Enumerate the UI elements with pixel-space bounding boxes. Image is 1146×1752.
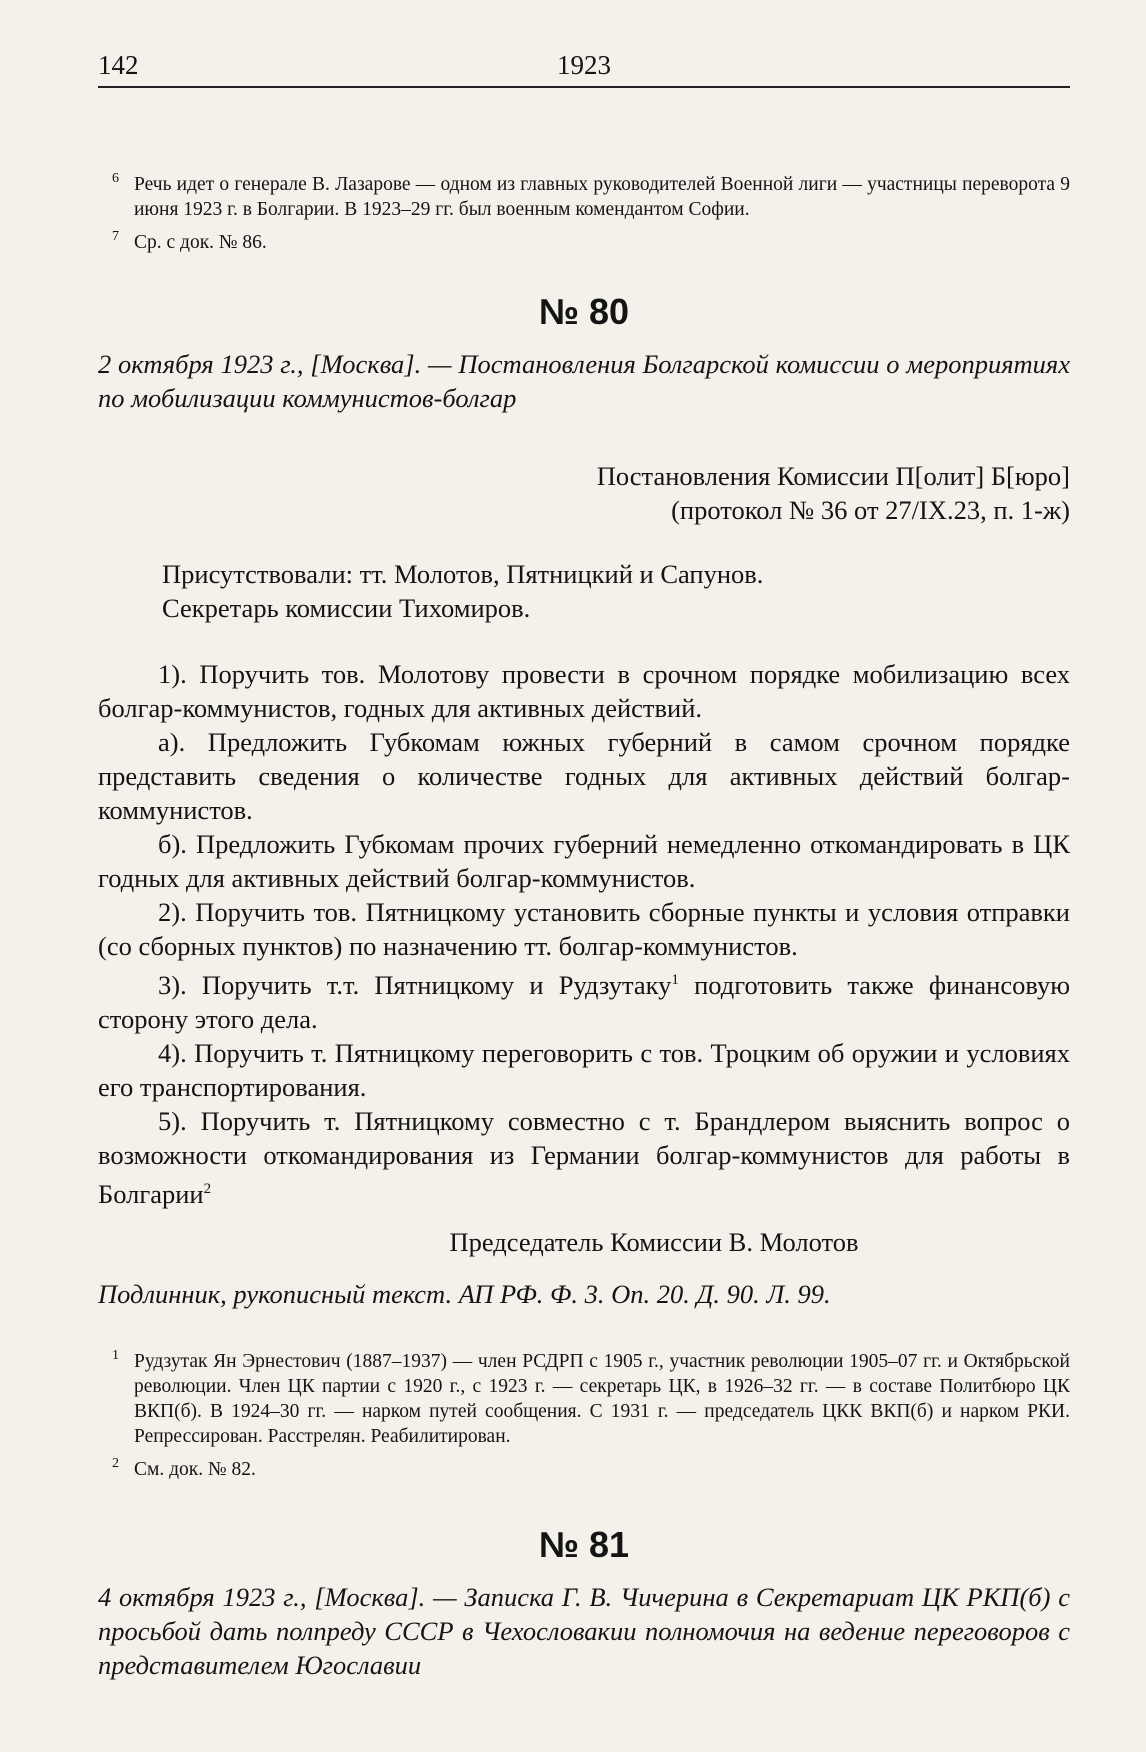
secretary: Секретарь комиссии Тихомиров. [162,593,531,623]
resolution-body [98,657,1070,1211]
footnote-ref-2: 2 [203,1180,212,1197]
document-number-80: № 80 [538,291,630,332]
resolution-title [98,459,1070,527]
footnote-7 [98,230,1070,255]
bottom-footnotes [98,1349,1070,1482]
resolution-title-line-2: (протокол № 36 от 27/IX.23, п. 1-ж) [671,495,1070,525]
item-3-text-a: 3). Поручить т.т. Пятницкому и Рудзутаку [158,969,672,1000]
footnote-1 [98,1349,1070,1449]
item-5 [98,1104,1070,1211]
footnote-mark: 7 [112,229,119,244]
footnote-text: Ср. с док. № 86. [134,232,267,253]
running-year: 1923 [557,50,611,80]
footnote-text: См. док. № 82. [134,1458,256,1480]
document-number-81: № 81 [538,1523,630,1565]
item-1b: б). Предложить Губкомам прочих губерний немедленно откомандировать в ЦК годных для активных действий болгар-коммунистов. [98,829,1070,893]
item-4: 4). Поручить т. Пятницкому переговорить с тов. Троцким об оружии и условиях его транспортирования. [98,1037,1070,1102]
item-3-text-b: подготовить также финансовую сторону этого дела. [98,969,1070,1034]
item-5-text: 5). Поручить т. Пятницкому совместно с т. Брандлером выяснить вопрос о возможности откомандирования из Германии болгар-коммунистов для работы в Болгарии [98,1105,1070,1209]
item-1a: а). Предложить Губкомам южных губерний в самом срочном порядке представить сведения о количестве годных для активных действий болгар-коммунистов. [98,727,1070,825]
footnote-text: Рудзутак Ян Эрнестович (1887–1937) — член РСДРП с 1905 г., участник революции 1905–07 гг. и Октябрьской революции. Член ЦК партии с 1920 г., с 1923 г. — секретарь ЦК, в 1926–32 гг. — в составе Политбюро ЦК ВКП(б). В 1924–30 гг. — нарком путей сообщения. С 1931 г. — председатель ЦКК ВКП(б) и нарком РКИ. Репрессирован. Расстрелян. Реабилитирован. [134,1350,1070,1447]
footnote-mark: 1 [112,1347,119,1363]
footnote-6 [98,172,1070,222]
item-1: 1). Поручить тов. Молотову провести в срочном порядке мобилизацию всех болгар-коммунистов, годных для активных действий. [98,659,1070,723]
footnote-2 [98,1457,1070,1482]
resolution-title-line-1: Постановления Комиссии П[олит] Б[юро] [596,461,1070,491]
running-header [98,40,1070,88]
document-page [98,40,1070,1682]
footnote-mark: 6 [112,171,119,186]
archival-source: Подлинник, рукописный текст. АП РФ. Ф. 3. Оп. 20. Д. 90. Л. 99. [98,1278,831,1309]
item-3 [98,963,1070,1036]
attendees: Присутствовали: тт. Молотов, Пятницкий и Сапунов. [162,559,764,589]
attendance-block [162,557,1070,625]
document-heading-81: 4 октября 1923 г., [Москва]. — Записка Г. В. Чичерина в Секретариат ЦК РКП(б) с просьбой дать полпреду СССР в Чехословакии полномочия на ведение переговоров с представителем Югославии [98,1581,1070,1680]
footnote-text: Речь идет о генерале В. Лазарове — одном из главных руководителей Военной лиги — участницы переворота 9 июня 1923 г. в Болгарии. В 1923–29 гг. был военным комендантом Софии. [134,174,1070,220]
footnote-mark: 2 [112,1455,119,1471]
footnote-ref-1: 1 [671,972,679,988]
chair-signature: Председатель Комиссии В. Молотов [449,1226,859,1257]
page-number: 142 [98,50,139,80]
item-2: 2). Поручить тов. Пятницкому установить сборные пункты и условия отправки (со сборных пунктов) по назначению тт. болгар-коммунистов. [98,897,1070,961]
document-heading-80: 2 октября 1923 г., [Москва]. — Постановления Болгарской комиссии о мероприятиях по мобилизации коммунистов-болгар [98,349,1070,413]
